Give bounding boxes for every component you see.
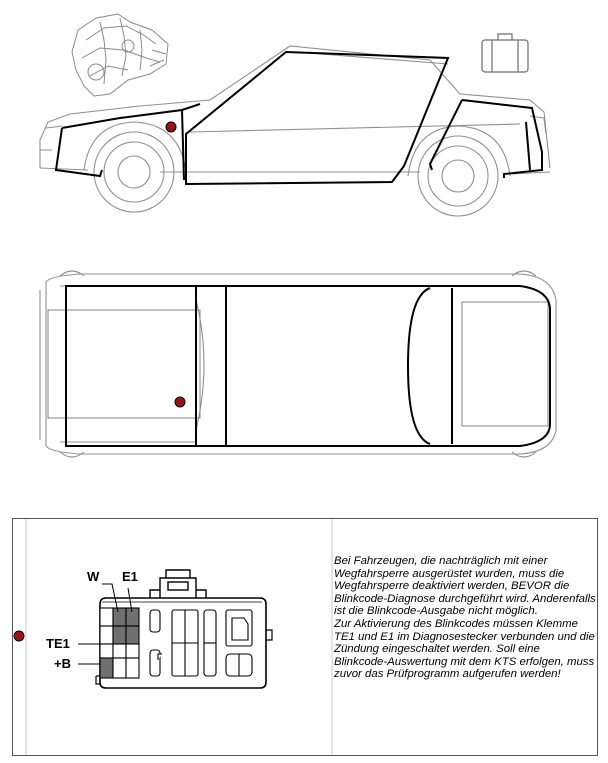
location-marker-side bbox=[166, 122, 176, 132]
blinkcode-note bbox=[334, 555, 596, 681]
location-marker-top bbox=[175, 397, 185, 407]
car-top-view bbox=[40, 271, 556, 457]
engine-icon bbox=[72, 14, 168, 96]
car-side-view bbox=[40, 14, 550, 216]
note-paragraph-1: Bei Fahrzeugen, die nachträglich mit einer Wegfahrsperre ausgerüstet wurden, muss die Wegfahrsperre deaktiviert werden, BEVOR die Blinkcode-Diagnose durchgeführt wird. Anderenfalls ist die Blinkcode-Ausgabe nicht möglich. bbox=[334, 555, 596, 618]
pin-label-w: W bbox=[87, 569, 100, 584]
pin-label-te1: TE1 bbox=[46, 636, 70, 651]
note-paragraph-2: Zur Aktivierung des Blinkcodes müssen Klemme TE1 und E1 im Diagnosestecker verbunden und die Zündung eingeschaltet werden. Soll eine Blinkcode-Auswertung mit dem KTS erfolgen, muss zuvor das Prüfprogramm aufgerufen werden! bbox=[334, 617, 595, 681]
suitcase-icon bbox=[482, 34, 528, 72]
pin-label-e1: E1 bbox=[122, 569, 138, 584]
pin-label-b: +B bbox=[54, 656, 71, 671]
